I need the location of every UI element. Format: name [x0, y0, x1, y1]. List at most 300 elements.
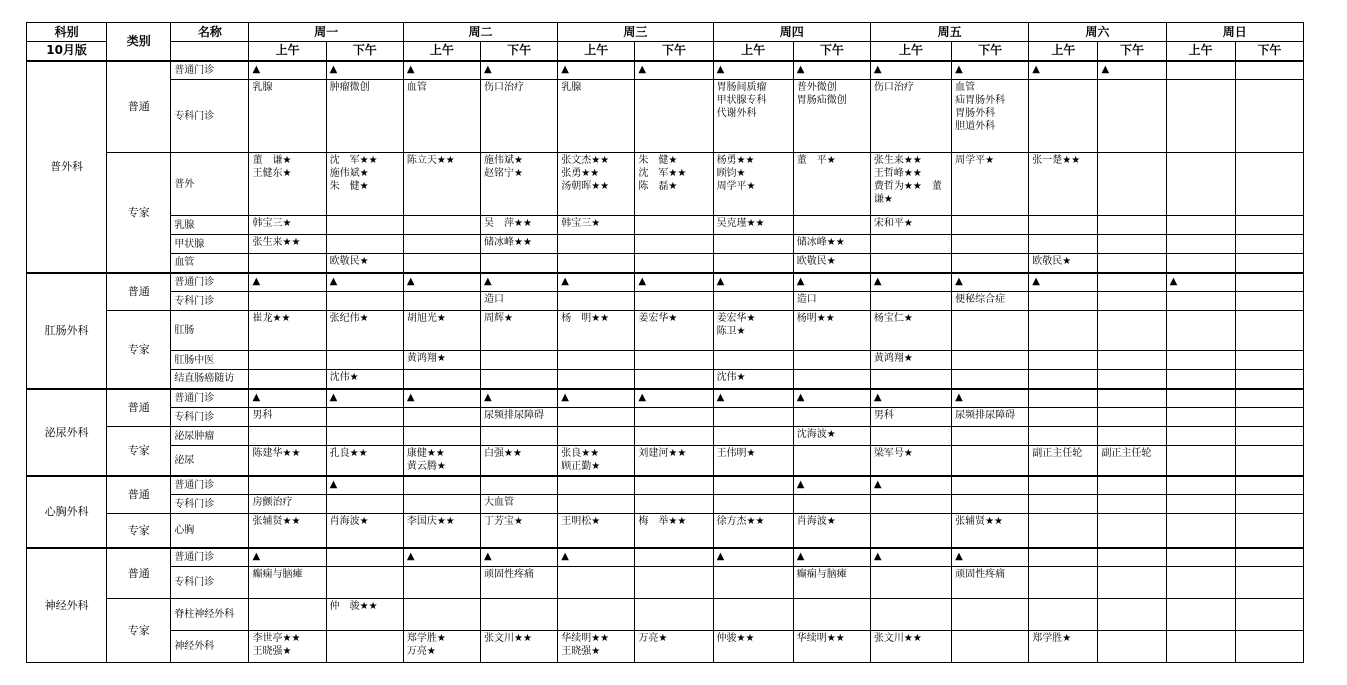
- schedule-slot: [481, 370, 558, 389]
- schedule-slot: [1166, 292, 1235, 311]
- schedule-slot: 大血管: [481, 495, 558, 514]
- clinic-name-cell: 专科门诊: [171, 495, 249, 514]
- schedule-slot: [1029, 408, 1098, 427]
- schedule-slot: 胡旭光★: [403, 311, 480, 351]
- schedule-slot: 陈建华★★: [249, 446, 326, 476]
- pm-header: 下午: [952, 42, 1029, 61]
- schedule-slot: ▲: [326, 389, 403, 408]
- schedule-slot: 杨 明★★: [558, 311, 635, 351]
- schedule-slot: ▲: [481, 548, 558, 567]
- schedule-slot: [1235, 254, 1303, 273]
- name-header-blank: [171, 42, 249, 61]
- schedule-slot: 宋和平★: [870, 216, 951, 235]
- schedule-slot: [1166, 567, 1235, 599]
- schedule-slot: [952, 235, 1029, 254]
- schedule-slot: 张文川★★: [481, 631, 558, 663]
- schedule-slot: [403, 292, 480, 311]
- schedule-slot: [326, 548, 403, 567]
- schedule-slot: 丁芳宝★: [481, 514, 558, 548]
- schedule-slot: 王明松★: [558, 514, 635, 548]
- schedule-slot: 张纪伟★: [326, 311, 403, 351]
- schedule-slot: ▲: [793, 548, 870, 567]
- schedule-slot: [1166, 235, 1235, 254]
- schedule-slot: [558, 292, 635, 311]
- schedule-slot: [952, 476, 1029, 495]
- schedule-slot: [1098, 351, 1166, 370]
- schedule-slot: [713, 351, 793, 370]
- schedule-slot: [481, 599, 558, 631]
- schedule-slot: [403, 235, 480, 254]
- pm-header: 下午: [635, 42, 713, 61]
- am-header: 上午: [1166, 42, 1235, 61]
- day-header: 周三: [558, 23, 713, 42]
- schedule-slot: 房颤治疗: [249, 495, 326, 514]
- schedule-slot: [1098, 495, 1166, 514]
- clinic-name-cell: 乳腺: [171, 216, 249, 235]
- schedule-row: [27, 567, 1304, 599]
- schedule-slot: [952, 216, 1029, 235]
- schedule-slot: 陈立天★★: [403, 153, 480, 216]
- schedule-slot: 男科: [249, 408, 326, 427]
- clinic-name-cell: 肛肠中医: [171, 351, 249, 370]
- schedule-slot: [1235, 548, 1303, 567]
- clinic-name-cell: 普通门诊: [171, 389, 249, 408]
- schedule-slot: [793, 351, 870, 370]
- schedule-slot: [558, 599, 635, 631]
- schedule-row: [27, 408, 1304, 427]
- schedule-slot: [870, 567, 951, 599]
- category-cell: 专家: [107, 514, 171, 548]
- schedule-slot: ▲: [558, 548, 635, 567]
- schedule-slot: ▲: [558, 273, 635, 292]
- am-header: 上午: [1029, 42, 1098, 61]
- schedule-slot: 肖海波★: [793, 514, 870, 548]
- schedule-slot: 欧敬民★: [793, 254, 870, 273]
- schedule-slot: [1029, 311, 1098, 351]
- schedule-row: [27, 427, 1304, 446]
- schedule-slot: [1098, 216, 1166, 235]
- clinic-name-cell: 肛肠: [171, 311, 249, 351]
- schedule-slot: 梁军号★: [870, 446, 951, 476]
- day-header: 周四: [713, 23, 870, 42]
- schedule-slot: [713, 235, 793, 254]
- schedule-slot: [952, 351, 1029, 370]
- schedule-slot: ▲: [249, 61, 326, 80]
- schedule-slot: [1235, 389, 1303, 408]
- category-cell: 普通: [107, 389, 171, 427]
- schedule-row: [27, 446, 1304, 476]
- pm-header: 下午: [481, 42, 558, 61]
- category-cell: 普通: [107, 61, 171, 153]
- schedule-slot: [635, 599, 713, 631]
- schedule-slot: [1029, 514, 1098, 548]
- schedule-slot: [1166, 427, 1235, 446]
- schedule-slot: [1166, 599, 1235, 631]
- schedule-slot: [558, 351, 635, 370]
- schedule-slot: [1166, 514, 1235, 548]
- schedule-slot: [481, 254, 558, 273]
- schedule-row: [27, 389, 1304, 408]
- schedule-slot: ▲: [326, 61, 403, 80]
- schedule-slot: ▲: [635, 273, 713, 292]
- schedule-slot: [1166, 80, 1235, 153]
- category-cell: 普通: [107, 476, 171, 514]
- schedule-slot: [249, 370, 326, 389]
- schedule-slot: [1235, 408, 1303, 427]
- schedule-slot: ▲: [793, 61, 870, 80]
- schedule-slot: [326, 495, 403, 514]
- schedule-slot: [481, 351, 558, 370]
- schedule-slot: [1235, 216, 1303, 235]
- schedule-slot: [1166, 408, 1235, 427]
- clinic-name-cell: 甲状腺: [171, 235, 249, 254]
- schedule-slot: [558, 254, 635, 273]
- schedule-slot: [558, 567, 635, 599]
- schedule-slot: [326, 235, 403, 254]
- schedule-slot: [1235, 427, 1303, 446]
- schedule-slot: ▲: [249, 273, 326, 292]
- schedule-slot: 造口: [793, 292, 870, 311]
- schedule-slot: [713, 427, 793, 446]
- schedule-slot: ▲: [481, 61, 558, 80]
- schedule-slot: 梅 举★★: [635, 514, 713, 548]
- category-cell: 普通: [107, 548, 171, 599]
- schedule-slot: [1098, 235, 1166, 254]
- schedule-slot: [1235, 292, 1303, 311]
- pm-header: 下午: [326, 42, 403, 61]
- schedule-slot: [403, 254, 480, 273]
- schedule-slot: [793, 370, 870, 389]
- schedule-row: [27, 599, 1304, 631]
- schedule-slot: [635, 370, 713, 389]
- schedule-row: [27, 548, 1304, 567]
- department-cell: 肛肠外科: [27, 273, 107, 389]
- schedule-slot: [635, 548, 713, 567]
- schedule-slot: [1098, 427, 1166, 446]
- schedule-row: [27, 216, 1304, 235]
- clinic-name-cell: 专科门诊: [171, 292, 249, 311]
- schedule-slot: ▲: [952, 273, 1029, 292]
- schedule-slot: 张生来★★: [249, 235, 326, 254]
- schedule-row: [27, 495, 1304, 514]
- schedule-slot: 王伟明★: [713, 446, 793, 476]
- schedule-row: [27, 370, 1304, 389]
- schedule-slot: [1098, 599, 1166, 631]
- schedule-slot: 沈伟★: [713, 370, 793, 389]
- clinic-name-cell: 普通门诊: [171, 476, 249, 495]
- schedule-slot: [713, 567, 793, 599]
- pm-header: 下午: [1235, 42, 1303, 61]
- schedule-slot: [1235, 235, 1303, 254]
- schedule-slot: [249, 292, 326, 311]
- schedule-slot: [403, 427, 480, 446]
- schedule-slot: [326, 567, 403, 599]
- schedule-row: [27, 351, 1304, 370]
- schedule-slot: ▲: [870, 273, 951, 292]
- schedule-slot: [1235, 273, 1303, 292]
- schedule-slot: [1166, 631, 1235, 663]
- schedule-slot: [635, 427, 713, 446]
- schedule-slot: [326, 216, 403, 235]
- schedule-slot: [1098, 292, 1166, 311]
- schedule-slot: [1235, 446, 1303, 476]
- department-cell: 心胸外科: [27, 476, 107, 548]
- schedule-slot: 副正主任轮: [1098, 446, 1166, 476]
- day-header: 周日: [1166, 23, 1303, 42]
- schedule-slot: [1098, 80, 1166, 153]
- schedule-slot: 张文川★★: [870, 631, 951, 663]
- schedule-slot: [1098, 631, 1166, 663]
- schedule-slot: [635, 292, 713, 311]
- schedule-slot: ▲: [481, 273, 558, 292]
- schedule-slot: 李国庆★★: [403, 514, 480, 548]
- schedule-row: [27, 514, 1304, 548]
- schedule-slot: [635, 495, 713, 514]
- schedule-slot: [793, 216, 870, 235]
- schedule-slot: 肖海波★: [326, 514, 403, 548]
- schedule-slot: [635, 408, 713, 427]
- schedule-slot: [249, 427, 326, 446]
- schedule-slot: 杨宝仁★: [870, 311, 951, 351]
- schedule-slot: 欧敬民★: [1029, 254, 1098, 273]
- schedule-slot: 吴克瑾★★: [713, 216, 793, 235]
- schedule-slot: 张辅贤★★: [952, 514, 1029, 548]
- schedule-slot: [558, 427, 635, 446]
- schedule-slot: 血管 疝胃肠外科 胃肠外科 胆道外科: [952, 80, 1029, 153]
- schedule-slot: ▲: [870, 61, 951, 80]
- schedule-slot: [870, 235, 951, 254]
- schedule-slot: [1029, 548, 1098, 567]
- category-cell: 专家: [107, 599, 171, 663]
- schedule-container: [26, 22, 1304, 663]
- outpatient-schedule-table: [26, 22, 1304, 663]
- schedule-slot: ▲: [713, 61, 793, 80]
- schedule-slot: 张生来★★ 王哲峰★★ 费哲为★★ 董谦★: [870, 153, 951, 216]
- schedule-slot: [952, 446, 1029, 476]
- schedule-slot: [1098, 370, 1166, 389]
- schedule-slot: ▲: [952, 548, 1029, 567]
- schedule-slot: [870, 599, 951, 631]
- schedule-slot: [635, 254, 713, 273]
- schedule-slot: 华续明★★: [793, 631, 870, 663]
- schedule-slot: [870, 292, 951, 311]
- header-row-days: [27, 23, 1304, 42]
- schedule-slot: [952, 311, 1029, 351]
- schedule-slot: [1029, 80, 1098, 153]
- schedule-slot: [635, 567, 713, 599]
- schedule-slot: [1235, 80, 1303, 153]
- schedule-slot: 康健★★ 黄云腾★: [403, 446, 480, 476]
- schedule-slot: [1166, 495, 1235, 514]
- clinic-name-cell: 普通门诊: [171, 273, 249, 292]
- schedule-slot: ▲: [713, 389, 793, 408]
- department-cell: 泌尿外科: [27, 389, 107, 476]
- schedule-slot: ▲: [558, 389, 635, 408]
- schedule-slot: 普外微创 胃肠疝微创: [793, 80, 870, 153]
- am-header: 上午: [403, 42, 480, 61]
- schedule-slot: ▲: [403, 548, 480, 567]
- schedule-slot: [558, 476, 635, 495]
- clinic-name-cell: 神经外科: [171, 631, 249, 663]
- schedule-slot: [1098, 514, 1166, 548]
- day-header: 周五: [870, 23, 1028, 42]
- schedule-slot: 储冰峰★★: [793, 235, 870, 254]
- schedule-slot: [713, 254, 793, 273]
- clinic-name-cell: 普通门诊: [171, 548, 249, 567]
- schedule-slot: 朱 健★ 沈 军★★ 陈 磊★: [635, 153, 713, 216]
- schedule-slot: [249, 599, 326, 631]
- schedule-slot: 血管: [403, 80, 480, 153]
- schedule-slot: 杨明★★: [793, 311, 870, 351]
- schedule-slot: 崔龙★★: [249, 311, 326, 351]
- schedule-slot: [713, 476, 793, 495]
- schedule-slot: 张一楚★★: [1029, 153, 1098, 216]
- schedule-slot: 沈伟★: [326, 370, 403, 389]
- schedule-slot: [870, 514, 951, 548]
- schedule-slot: [326, 631, 403, 663]
- schedule-slot: [1029, 370, 1098, 389]
- schedule-slot: 黄鸿翔★: [870, 351, 951, 370]
- schedule-slot: [403, 476, 480, 495]
- schedule-slot: [1166, 153, 1235, 216]
- schedule-slot: [558, 235, 635, 254]
- schedule-slot: 仲骏★★: [713, 631, 793, 663]
- schedule-slot: ▲: [870, 389, 951, 408]
- clinic-name-cell: 泌尿: [171, 446, 249, 476]
- am-header: 上午: [870, 42, 951, 61]
- clinic-name-cell: 专科门诊: [171, 567, 249, 599]
- schedule-slot: [326, 427, 403, 446]
- schedule-slot: [1098, 273, 1166, 292]
- schedule-slot: [249, 351, 326, 370]
- clinic-name-cell: 心胸: [171, 514, 249, 548]
- schedule-slot: [1029, 216, 1098, 235]
- schedule-slot: [1098, 254, 1166, 273]
- schedule-row: [27, 153, 1304, 216]
- schedule-slot: [403, 567, 480, 599]
- schedule-slot: [1166, 61, 1235, 80]
- schedule-slot: ▲: [713, 548, 793, 567]
- clinic-name-cell: 普外: [171, 153, 249, 216]
- schedule-slot: 刘建河★★: [635, 446, 713, 476]
- schedule-slot: 姜宏华★ 陈卫★: [713, 311, 793, 351]
- schedule-slot: [1029, 599, 1098, 631]
- schedule-slot: ▲: [249, 389, 326, 408]
- schedule-slot: [1098, 476, 1166, 495]
- schedule-slot: 李世亭★★ 王晓强★: [249, 631, 326, 663]
- schedule-slot: 郑学胜★ 万亮★: [403, 631, 480, 663]
- schedule-slot: [870, 370, 951, 389]
- schedule-slot: [403, 408, 480, 427]
- schedule-slot: 造口: [481, 292, 558, 311]
- schedule-slot: 癫痫与脑瘫: [249, 567, 326, 599]
- category-cell: 普通: [107, 273, 171, 311]
- schedule-slot: [635, 216, 713, 235]
- schedule-slot: ▲: [481, 389, 558, 408]
- schedule-slot: 周学平★: [952, 153, 1029, 216]
- category-cell: 专家: [107, 153, 171, 273]
- schedule-slot: 伤口治疗: [481, 80, 558, 153]
- schedule-slot: [1235, 370, 1303, 389]
- schedule-slot: ▲: [870, 548, 951, 567]
- header-row-halfday: [27, 42, 1304, 61]
- schedule-slot: [1235, 153, 1303, 216]
- schedule-slot: [481, 476, 558, 495]
- schedule-slot: 张辅贤★★: [249, 514, 326, 548]
- schedule-slot: 华续明★★ 王晓强★: [558, 631, 635, 663]
- schedule-slot: [1029, 427, 1098, 446]
- schedule-slot: 尿频排尿障碍: [952, 408, 1029, 427]
- schedule-slot: [1029, 567, 1098, 599]
- schedule-slot: [558, 370, 635, 389]
- schedule-slot: 郑学胜★: [1029, 631, 1098, 663]
- schedule-slot: [1029, 495, 1098, 514]
- schedule-slot: [1098, 389, 1166, 408]
- schedule-slot: 便秘综合症: [952, 292, 1029, 311]
- schedule-slot: [713, 408, 793, 427]
- schedule-slot: [1235, 567, 1303, 599]
- schedule-slot: ▲: [713, 273, 793, 292]
- schedule-slot: [558, 408, 635, 427]
- schedule-slot: 沈海波★: [793, 427, 870, 446]
- schedule-slot: ▲: [870, 476, 951, 495]
- schedule-slot: [326, 292, 403, 311]
- category-header: 类别: [107, 23, 171, 61]
- schedule-slot: [870, 254, 951, 273]
- schedule-slot: [952, 427, 1029, 446]
- schedule-slot: [1166, 311, 1235, 351]
- schedule-slot: 乳腺: [249, 80, 326, 153]
- schedule-slot: [403, 599, 480, 631]
- schedule-slot: [1098, 408, 1166, 427]
- schedule-slot: 董 谦★ 王健东★: [249, 153, 326, 216]
- am-header: 上午: [558, 42, 635, 61]
- schedule-slot: 乳腺: [558, 80, 635, 153]
- schedule-slot: [1166, 548, 1235, 567]
- schedule-slot: [952, 370, 1029, 389]
- schedule-slot: [1166, 370, 1235, 389]
- schedule-slot: [635, 80, 713, 153]
- pm-header: 下午: [1098, 42, 1166, 61]
- schedule-slot: 尿频排尿障碍: [481, 408, 558, 427]
- schedule-slot: [1235, 351, 1303, 370]
- schedule-slot: ▲: [793, 389, 870, 408]
- clinic-name-cell: 泌尿肿瘤: [171, 427, 249, 446]
- schedule-slot: [1235, 514, 1303, 548]
- schedule-slot: [713, 292, 793, 311]
- schedule-slot: [952, 254, 1029, 273]
- schedule-slot: 仲 骏★★: [326, 599, 403, 631]
- schedule-slot: [1098, 311, 1166, 351]
- schedule-slot: [793, 495, 870, 514]
- schedule-slot: ▲: [403, 273, 480, 292]
- schedule-slot: [1235, 631, 1303, 663]
- schedule-slot: [1029, 389, 1098, 408]
- schedule-slot: 白强★★: [481, 446, 558, 476]
- schedule-slot: [1235, 495, 1303, 514]
- schedule-slot: [1029, 476, 1098, 495]
- schedule-row: [27, 631, 1304, 663]
- schedule-slot: [952, 631, 1029, 663]
- schedule-row: [27, 61, 1304, 80]
- schedule-slot: [870, 427, 951, 446]
- schedule-slot: ▲: [249, 548, 326, 567]
- schedule-slot: ▲: [558, 61, 635, 80]
- schedule-slot: [870, 495, 951, 514]
- schedule-slot: 杨勇★★ 顾钧★ 周学平★: [713, 153, 793, 216]
- schedule-slot: ▲: [326, 476, 403, 495]
- schedule-slot: [249, 254, 326, 273]
